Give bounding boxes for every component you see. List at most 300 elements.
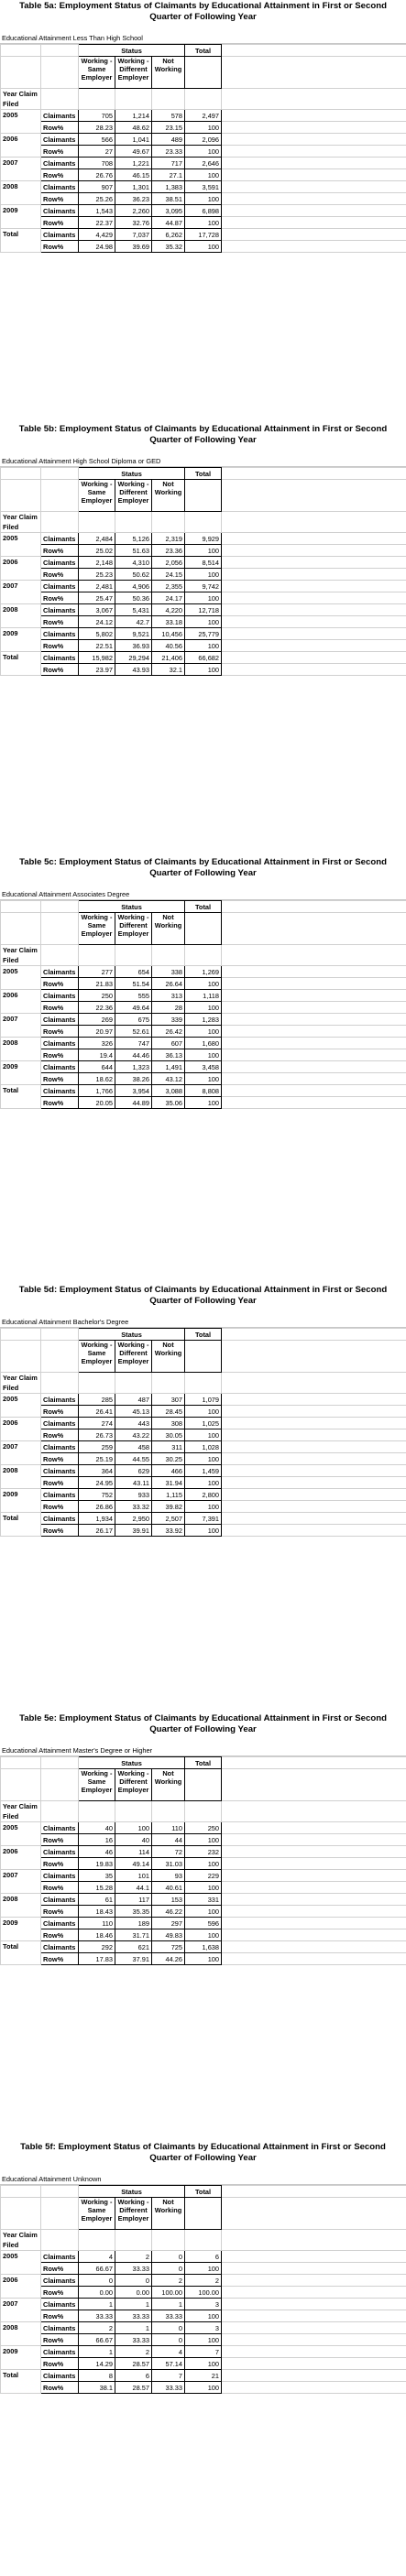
claimants-value: 458 xyxy=(115,1441,152,1453)
blank-cell xyxy=(222,1406,406,1418)
blank-cell xyxy=(115,1373,152,1394)
claimants-value: 6 xyxy=(115,2370,152,2382)
blank-cell xyxy=(222,978,406,990)
blank-cell xyxy=(222,990,406,1002)
blank-cell xyxy=(41,1801,79,1822)
row-pct-value: 44.46 xyxy=(115,1049,152,1061)
row-label-row-pct: Row% xyxy=(41,2310,79,2322)
table-row xyxy=(1,1465,406,1477)
table-row xyxy=(1,604,406,616)
claimants-value: 596 xyxy=(185,1918,222,1929)
claimants-value: 2,260 xyxy=(115,205,152,217)
year-cell: 2005 xyxy=(1,1822,41,1846)
blank-cell xyxy=(222,604,406,616)
table-block xyxy=(0,2141,406,2394)
blank-cell xyxy=(41,2230,79,2251)
blank-cell xyxy=(79,1373,115,1394)
row-label-claimants: Claimants xyxy=(41,2275,79,2287)
column-header: Working - Same Employer xyxy=(79,57,115,89)
row-pct-value: 0 xyxy=(152,2334,185,2346)
blank-cell xyxy=(222,1394,406,1406)
claimants-value: 307 xyxy=(152,1394,185,1406)
row-pct-value: 100 xyxy=(185,2358,222,2370)
row-label-row-pct: Row% xyxy=(41,217,79,229)
claimants-value: 1 xyxy=(152,2299,185,2310)
row-pct-value: 23.15 xyxy=(152,122,185,134)
claimants-value: 3,458 xyxy=(185,1061,222,1073)
row-pct-value: 28.45 xyxy=(152,1406,185,1418)
row-pct-value: 40.61 xyxy=(152,1882,185,1894)
row-pct-value: 22.36 xyxy=(79,1002,115,1014)
claimants-value: 0 xyxy=(152,2322,185,2334)
claimants-value: 607 xyxy=(152,1038,185,1049)
claimants-value: 1,028 xyxy=(185,1441,222,1453)
table-title: Table 5c: Employment Status of Claimants by Educational Attainment in First or Second Quarter of Following Year xyxy=(19,857,387,878)
row-pct-value: 26.41 xyxy=(79,1406,115,1418)
table-subtitle: Educational Attainment Master's Degree or Higher xyxy=(0,1745,406,1756)
row-pct-value: 18.46 xyxy=(79,1929,115,1941)
blank-cell xyxy=(222,241,406,253)
row-label-claimants: Claimants xyxy=(41,2346,79,2358)
claimants-value: 3,954 xyxy=(115,1085,152,1097)
blank-cell xyxy=(222,480,406,512)
claimants-value: 25,779 xyxy=(185,628,222,640)
blank-cell xyxy=(222,1329,406,1341)
row-label-claimants: Claimants xyxy=(41,1870,79,1882)
row-pct-value: 33.33 xyxy=(152,2382,185,2394)
blank-cell xyxy=(1,57,41,89)
row-pct-value: 100.00 xyxy=(185,2287,222,2299)
row-label-row-pct: Row% xyxy=(41,1453,79,1465)
year-cell: Total xyxy=(1,2370,41,2394)
row-label-row-pct: Row% xyxy=(41,1501,79,1513)
blank-cell xyxy=(222,122,406,134)
claimants-value: 153 xyxy=(152,1894,185,1906)
claimants-value: 114 xyxy=(115,1846,152,1858)
table-row xyxy=(1,110,406,122)
claimants-value: 2 xyxy=(152,2275,185,2287)
year-cell: 2007 xyxy=(1,581,41,604)
row-label-row-pct: Row% xyxy=(41,146,79,158)
row-label-claimants: Claimants xyxy=(41,1038,79,1049)
claimants-value: 2 xyxy=(115,2346,152,2358)
blank-cell xyxy=(41,2198,79,2230)
claimants-value: 1,680 xyxy=(185,1038,222,1049)
row-pct-value: 16 xyxy=(79,1834,115,1846)
table-row xyxy=(1,1953,406,1965)
row-pct-value: 31.71 xyxy=(115,1929,152,1941)
table-row xyxy=(1,581,406,592)
blank-cell xyxy=(222,2334,406,2346)
year-cell: 2006 xyxy=(1,990,41,1014)
table-row xyxy=(1,2251,406,2263)
table-block xyxy=(0,1284,406,1537)
blank-cell xyxy=(222,1026,406,1038)
table-row xyxy=(1,1038,406,1049)
row-pct-value: 100 xyxy=(185,217,222,229)
blank-cell xyxy=(1,1769,41,1801)
blank-cell xyxy=(1,913,41,945)
row-pct-value: 33.92 xyxy=(152,1525,185,1537)
table-row xyxy=(1,545,406,557)
claimants-value: 0 xyxy=(79,2275,115,2287)
blank-cell xyxy=(115,945,152,966)
blank-cell xyxy=(1,2198,41,2230)
claimants-value: 66,682 xyxy=(185,652,222,664)
blank-cell xyxy=(41,1341,79,1373)
row-pct-value: 48.62 xyxy=(115,122,152,134)
row-pct-value: 100 xyxy=(185,1501,222,1513)
row-pct-value: 20.05 xyxy=(79,1097,115,1109)
blank-cell xyxy=(1,45,41,57)
claimants-value: 443 xyxy=(115,1418,152,1429)
claimants-value: 2,355 xyxy=(152,581,185,592)
claimants-value: 110 xyxy=(79,1918,115,1929)
claimants-value: 15,982 xyxy=(79,652,115,664)
blank-cell xyxy=(222,45,406,57)
blank-cell xyxy=(222,134,406,146)
claimants-value: 621 xyxy=(115,1941,152,1953)
row-pct-value: 100 xyxy=(185,169,222,181)
row-pct-value: 100 xyxy=(185,640,222,652)
table-row xyxy=(1,1941,406,1953)
row-pct-value: 38.1 xyxy=(79,2382,115,2394)
claimants-value: 747 xyxy=(115,1038,152,1049)
row-pct-value: 45.13 xyxy=(115,1406,152,1418)
column-header: Working - Different Employer xyxy=(115,1341,152,1373)
claimants-value: 17,728 xyxy=(185,229,222,241)
row-pct-value: 100 xyxy=(185,1073,222,1085)
column-header: Working - Different Employer xyxy=(115,57,152,89)
blank-cell xyxy=(115,2230,152,2251)
year-cell: Total xyxy=(1,229,41,253)
blank-cell xyxy=(222,193,406,205)
row-pct-value: 36.93 xyxy=(115,640,152,652)
row-label-claimants: Claimants xyxy=(41,1822,79,1834)
row-pct-value: 39.82 xyxy=(152,1501,185,1513)
row-label-row-pct: Row% xyxy=(41,241,79,253)
row-pct-value: 52.61 xyxy=(115,1026,152,1038)
blank-cell xyxy=(41,468,79,480)
blank-cell xyxy=(1,1757,41,1769)
row-pct-value: 28 xyxy=(152,1002,185,1014)
claimants-value: 269 xyxy=(79,1014,115,1026)
row-pct-value: 46.22 xyxy=(152,1906,185,1918)
row-label-claimants: Claimants xyxy=(41,628,79,640)
claimants-value: 326 xyxy=(79,1038,115,1049)
row-label-claimants: Claimants xyxy=(41,110,79,122)
blank-cell xyxy=(222,1929,406,1941)
claimants-value: 8,514 xyxy=(185,557,222,569)
claimants-value: 274 xyxy=(79,1418,115,1429)
blank-cell xyxy=(222,2275,406,2287)
claimants-value: 7,037 xyxy=(115,229,152,241)
claimants-value: 100 xyxy=(115,1822,152,1834)
row-pct-value: 51.54 xyxy=(115,978,152,990)
blank-cell xyxy=(185,1373,222,1394)
row-label-row-pct: Row% xyxy=(41,1026,79,1038)
row-pct-value: 66.67 xyxy=(79,2263,115,2275)
blank-cell xyxy=(222,2263,406,2275)
blank-cell xyxy=(115,512,152,533)
table-row xyxy=(1,966,406,978)
blank-cell xyxy=(222,1941,406,1953)
row-label-row-pct: Row% xyxy=(41,1929,79,1941)
claimants-value: 1,459 xyxy=(185,1465,222,1477)
column-header: Working - Different Employer xyxy=(115,480,152,512)
table-subtitle: Educational Attainment Bachelor's Degree xyxy=(0,1317,406,1328)
row-label-claimants: Claimants xyxy=(41,1014,79,1026)
blank-cell xyxy=(41,945,79,966)
table-row xyxy=(1,146,406,158)
claimants-value: 1 xyxy=(79,2299,115,2310)
table-subtitle: Educational Attainment Unknown xyxy=(0,2174,406,2185)
row-pct-value: 44.1 xyxy=(115,1882,152,1894)
blank-cell xyxy=(222,1477,406,1489)
row-pct-value: 24.12 xyxy=(79,616,115,628)
claimants-value: 189 xyxy=(115,1918,152,1929)
row-pct-value: 18.43 xyxy=(79,1906,115,1918)
year-cell: 2006 xyxy=(1,557,41,581)
table-row xyxy=(1,1882,406,1894)
blank-cell xyxy=(222,1801,406,1822)
claimants-value: 489 xyxy=(152,134,185,146)
claimants-value: 4,310 xyxy=(115,557,152,569)
claimants-value: 308 xyxy=(152,1418,185,1429)
total-header: Total xyxy=(185,468,222,480)
column-header: Working - Same Employer xyxy=(79,913,115,945)
claimants-value: 5,126 xyxy=(115,533,152,545)
row-pct-value: 49.83 xyxy=(152,1929,185,1941)
row-pct-value: 14.29 xyxy=(79,2358,115,2370)
table-subtitle: Educational Attainment Associates Degree xyxy=(0,889,406,900)
year-cell: 2008 xyxy=(1,1465,41,1489)
blank-cell xyxy=(222,1049,406,1061)
blank-cell xyxy=(222,1002,406,1014)
row-label-claimants: Claimants xyxy=(41,1441,79,1453)
table-row xyxy=(1,569,406,581)
claimants-value: 297 xyxy=(152,1918,185,1929)
claimants-value: 1,115 xyxy=(152,1489,185,1501)
row-pct-value: 66.67 xyxy=(79,2334,115,2346)
row-pct-value: 33.33 xyxy=(115,2310,152,2322)
claimants-value: 110 xyxy=(152,1822,185,1834)
claimants-value: 2,096 xyxy=(185,134,222,146)
column-header: Working - Different Employer xyxy=(115,913,152,945)
blank-cell xyxy=(222,1429,406,1441)
blank-cell xyxy=(152,89,185,110)
claimants-value: 3,591 xyxy=(185,181,222,193)
blank-cell xyxy=(222,664,406,676)
row-pct-value: 100 xyxy=(185,1097,222,1109)
table-row xyxy=(1,1406,406,1418)
year-cell: 2006 xyxy=(1,1418,41,1441)
table-row xyxy=(1,1014,406,1026)
row-pct-value: 44.87 xyxy=(152,217,185,229)
blank-cell xyxy=(222,468,406,480)
blank-cell xyxy=(222,1769,406,1801)
row-pct-value: 28.23 xyxy=(79,122,115,134)
row-label-claimants: Claimants xyxy=(41,604,79,616)
blank-cell xyxy=(222,640,406,652)
blank-cell xyxy=(115,89,152,110)
claimants-value: 277 xyxy=(79,966,115,978)
claimants-value: 629 xyxy=(115,1465,152,1477)
table-row xyxy=(1,1085,406,1097)
status-header: Status xyxy=(79,901,185,913)
row-pct-value: 44 xyxy=(152,1834,185,1846)
row-pct-value: 25.23 xyxy=(79,569,115,581)
row-label-claimants: Claimants xyxy=(41,229,79,241)
blank-cell xyxy=(79,1801,115,1822)
row-pct-value: 17.83 xyxy=(79,1953,115,1965)
data-table xyxy=(0,2185,406,2394)
status-header: Status xyxy=(79,468,185,480)
row-pct-value: 46.15 xyxy=(115,169,152,181)
blank-cell xyxy=(222,1953,406,1965)
row-pct-value: 100 xyxy=(185,2263,222,2275)
claimants-value: 61 xyxy=(79,1894,115,1906)
row-label-claimants: Claimants xyxy=(41,533,79,545)
row-pct-value: 0.00 xyxy=(115,2287,152,2299)
table-row xyxy=(1,2287,406,2299)
table-row xyxy=(1,1097,406,1109)
status-header: Status xyxy=(79,1757,185,1769)
row-pct-value: 50.62 xyxy=(115,569,152,581)
claimants-value: 339 xyxy=(152,1014,185,1026)
blank-cell xyxy=(222,217,406,229)
table-row xyxy=(1,2370,406,2382)
claimants-value: 2 xyxy=(115,2251,152,2263)
column-header: Not Working xyxy=(152,1769,185,1801)
year-cell: 2007 xyxy=(1,1014,41,1038)
row-pct-value: 40.56 xyxy=(152,640,185,652)
claimants-value: 725 xyxy=(152,1941,185,1953)
blank-cell xyxy=(222,1418,406,1429)
blank-cell xyxy=(222,1489,406,1501)
blank-cell xyxy=(185,89,222,110)
claimants-value: 8,808 xyxy=(185,1085,222,1097)
row-pct-value: 100 xyxy=(185,1477,222,1489)
column-header: Working - Same Employer xyxy=(79,480,115,512)
blank-cell xyxy=(222,1441,406,1453)
year-cell: 2009 xyxy=(1,205,41,229)
blank-cell xyxy=(222,1906,406,1918)
year-cell: 2005 xyxy=(1,533,41,557)
row-pct-value: 19.4 xyxy=(79,1049,115,1061)
table-block xyxy=(0,423,406,676)
status-header: Status xyxy=(79,45,185,57)
table-row xyxy=(1,1894,406,1906)
year-cell: 2005 xyxy=(1,966,41,990)
row-pct-value: 27 xyxy=(79,146,115,158)
claimants-value: 1 xyxy=(79,2346,115,2358)
data-table xyxy=(0,44,406,253)
row-pct-value: 28.57 xyxy=(115,2358,152,2370)
table-row xyxy=(1,2358,406,2370)
row-pct-value: 43.12 xyxy=(152,1073,185,1085)
claimants-value: 2 xyxy=(79,2322,115,2334)
claimants-value: 21 xyxy=(185,2370,222,2382)
row-pct-value: 25.19 xyxy=(79,1453,115,1465)
table-row xyxy=(1,1513,406,1525)
row-label-row-pct: Row% xyxy=(41,592,79,604)
blank-cell xyxy=(1,1341,41,1373)
row-pct-value: 100 xyxy=(185,1929,222,1941)
claimants-value: 311 xyxy=(152,1441,185,1453)
row-label-claimants: Claimants xyxy=(41,134,79,146)
claimants-value: 1 xyxy=(115,2299,152,2310)
claimants-value: 29,294 xyxy=(115,652,152,664)
column-header: Working - Same Employer xyxy=(79,2198,115,2230)
year-cell: 2008 xyxy=(1,604,41,628)
row-pct-value: 49.14 xyxy=(115,1858,152,1870)
claimants-value: 21,406 xyxy=(152,652,185,664)
claimants-value: 1,638 xyxy=(185,1941,222,1953)
claimants-value: 752 xyxy=(79,1489,115,1501)
row-label-claimants: Claimants xyxy=(41,966,79,978)
blank-cell xyxy=(41,1757,79,1769)
claimants-value: 232 xyxy=(185,1846,222,1858)
row-pct-value: 36.23 xyxy=(115,193,152,205)
blank-cell xyxy=(185,2198,222,2230)
row-pct-value: 26.76 xyxy=(79,169,115,181)
blank-cell xyxy=(222,2322,406,2334)
row-label-row-pct: Row% xyxy=(41,978,79,990)
table-row xyxy=(1,2310,406,2322)
year-cell: 2008 xyxy=(1,1038,41,1061)
claimants-value: 2,481 xyxy=(79,581,115,592)
blank-cell xyxy=(222,2251,406,2263)
claimants-value: 6 xyxy=(185,2251,222,2263)
row-label-claimants: Claimants xyxy=(41,1513,79,1525)
row-label-row-pct: Row% xyxy=(41,640,79,652)
row-label-row-pct: Row% xyxy=(41,1049,79,1061)
row-label-claimants: Claimants xyxy=(41,2299,79,2310)
claimants-value: 338 xyxy=(152,966,185,978)
blank-cell xyxy=(41,45,79,57)
data-table xyxy=(0,467,406,676)
row-pct-value: 100 xyxy=(185,1429,222,1441)
table-row xyxy=(1,2346,406,2358)
year-claim-filed-label: Year Claim Filed xyxy=(1,512,41,533)
year-cell: 2008 xyxy=(1,181,41,205)
blank-cell xyxy=(185,1801,222,1822)
column-header: Not Working xyxy=(152,1341,185,1373)
year-cell: Total xyxy=(1,1513,41,1537)
row-pct-value: 42.7 xyxy=(115,616,152,628)
row-pct-value: 39.69 xyxy=(115,241,152,253)
year-cell: 2006 xyxy=(1,1846,41,1870)
claimants-value: 0 xyxy=(152,2251,185,2263)
row-pct-value: 33.33 xyxy=(115,2263,152,2275)
row-pct-value: 100 xyxy=(185,1002,222,1014)
row-pct-value: 100 xyxy=(185,616,222,628)
year-cell: 2007 xyxy=(1,158,41,181)
row-label-row-pct: Row% xyxy=(41,1834,79,1846)
row-pct-value: 100 xyxy=(185,2310,222,2322)
row-pct-value: 50.36 xyxy=(115,592,152,604)
row-pct-value: 32.1 xyxy=(152,664,185,676)
row-label-claimants: Claimants xyxy=(41,990,79,1002)
year-cell: 2009 xyxy=(1,1061,41,1085)
row-pct-value: 100 xyxy=(185,592,222,604)
row-pct-value: 100 xyxy=(185,1406,222,1418)
blank-cell xyxy=(222,110,406,122)
claimants-value: 2,148 xyxy=(79,557,115,569)
row-pct-value: 37.91 xyxy=(115,1953,152,1965)
table-row xyxy=(1,2299,406,2310)
